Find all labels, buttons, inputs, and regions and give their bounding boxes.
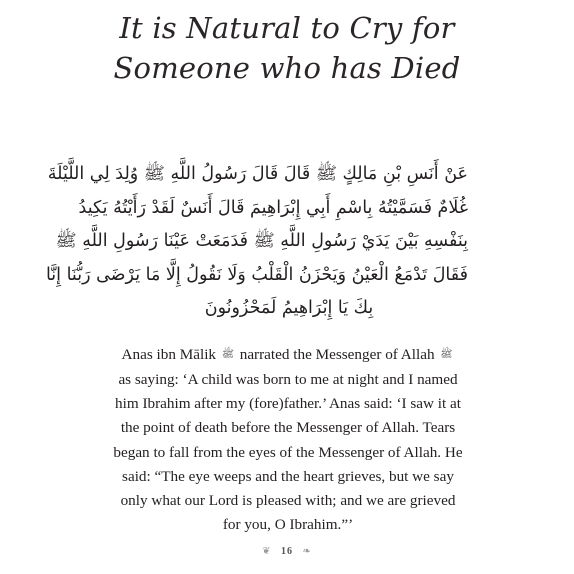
english-line: the point of death before the Messenger of Allah. Tears <box>120 419 456 437</box>
page-footer <box>0 546 574 557</box>
english-line: as saying: ‘A child was born to me at night and I named <box>118 370 458 388</box>
english-line: began to fall from the eyes of the Messenger of Allah. He <box>113 443 463 461</box>
english-translation <box>112 343 464 538</box>
arabic-line: غُلَامٌ فَسَمَّيْتُهُ بِاسْمِ أَبِي إِبْرَاهِيمَ قَالَ أَنَسٌ لَقَدْ رَأَيْتُهُ يَكِيدُ <box>78 197 468 218</box>
narrator-name: Anas ibn Mālik <box>121 346 217 363</box>
arabic-line: بِكَ يَا إِبْرَاهِيمُ لَمَحْزُونُونَ <box>204 298 374 318</box>
english-line: him Ibrahim after my (fore)father.’ Anas said: ‘I saw it at <box>115 394 461 412</box>
page-title-line-2: Someone who has Died <box>113 51 461 85</box>
honorific-icon: ﷺ <box>440 349 453 361</box>
honorific-icon: ﷺ <box>221 349 234 361</box>
arabic-line: بِنَفْسِهِ بَيْنَ يَدَيْ رَسُولِ اللَّهِ ﷺ فَدَمَعَتْ عَيْنَا رَسُولِ اللَّهِ ﷺ <box>55 231 468 251</box>
page-number: 16 <box>281 546 293 558</box>
english-line: said: “The eye weeps and the heart grieves, but we say <box>122 467 454 485</box>
narration-text: narrated the Messenger of Allah <box>239 346 435 363</box>
arabic-hadith-text <box>45 158 468 326</box>
english-line: for you, O Ibrahim.”’ <box>222 516 354 534</box>
arabic-line: فَقَالَ تَدْمَعُ الْعَيْنُ وَيَحْزَنُ الْقَلْبُ وَلَا نَقُولُ إِلَّا مَا يَرْضَى رَبُّنَا إِنَّا <box>45 264 468 285</box>
english-line <box>112 343 464 368</box>
arabic-line: عَنْ أَنَسِ بْنِ مَالِكٍ ﷺ قَالَ قَالَ رَسُولُ اللَّهِ ﷺ وُلِدَ لِي اللَّيْلَةَ <box>47 164 468 184</box>
english-line: only what our Lord is pleased with; and we are grieved <box>120 492 456 510</box>
page-title-line-1: It is Natural to Cry for <box>119 11 455 45</box>
ornament-right-icon: ❧ <box>302 546 312 558</box>
ornament-left-icon: ❦ <box>262 546 272 558</box>
